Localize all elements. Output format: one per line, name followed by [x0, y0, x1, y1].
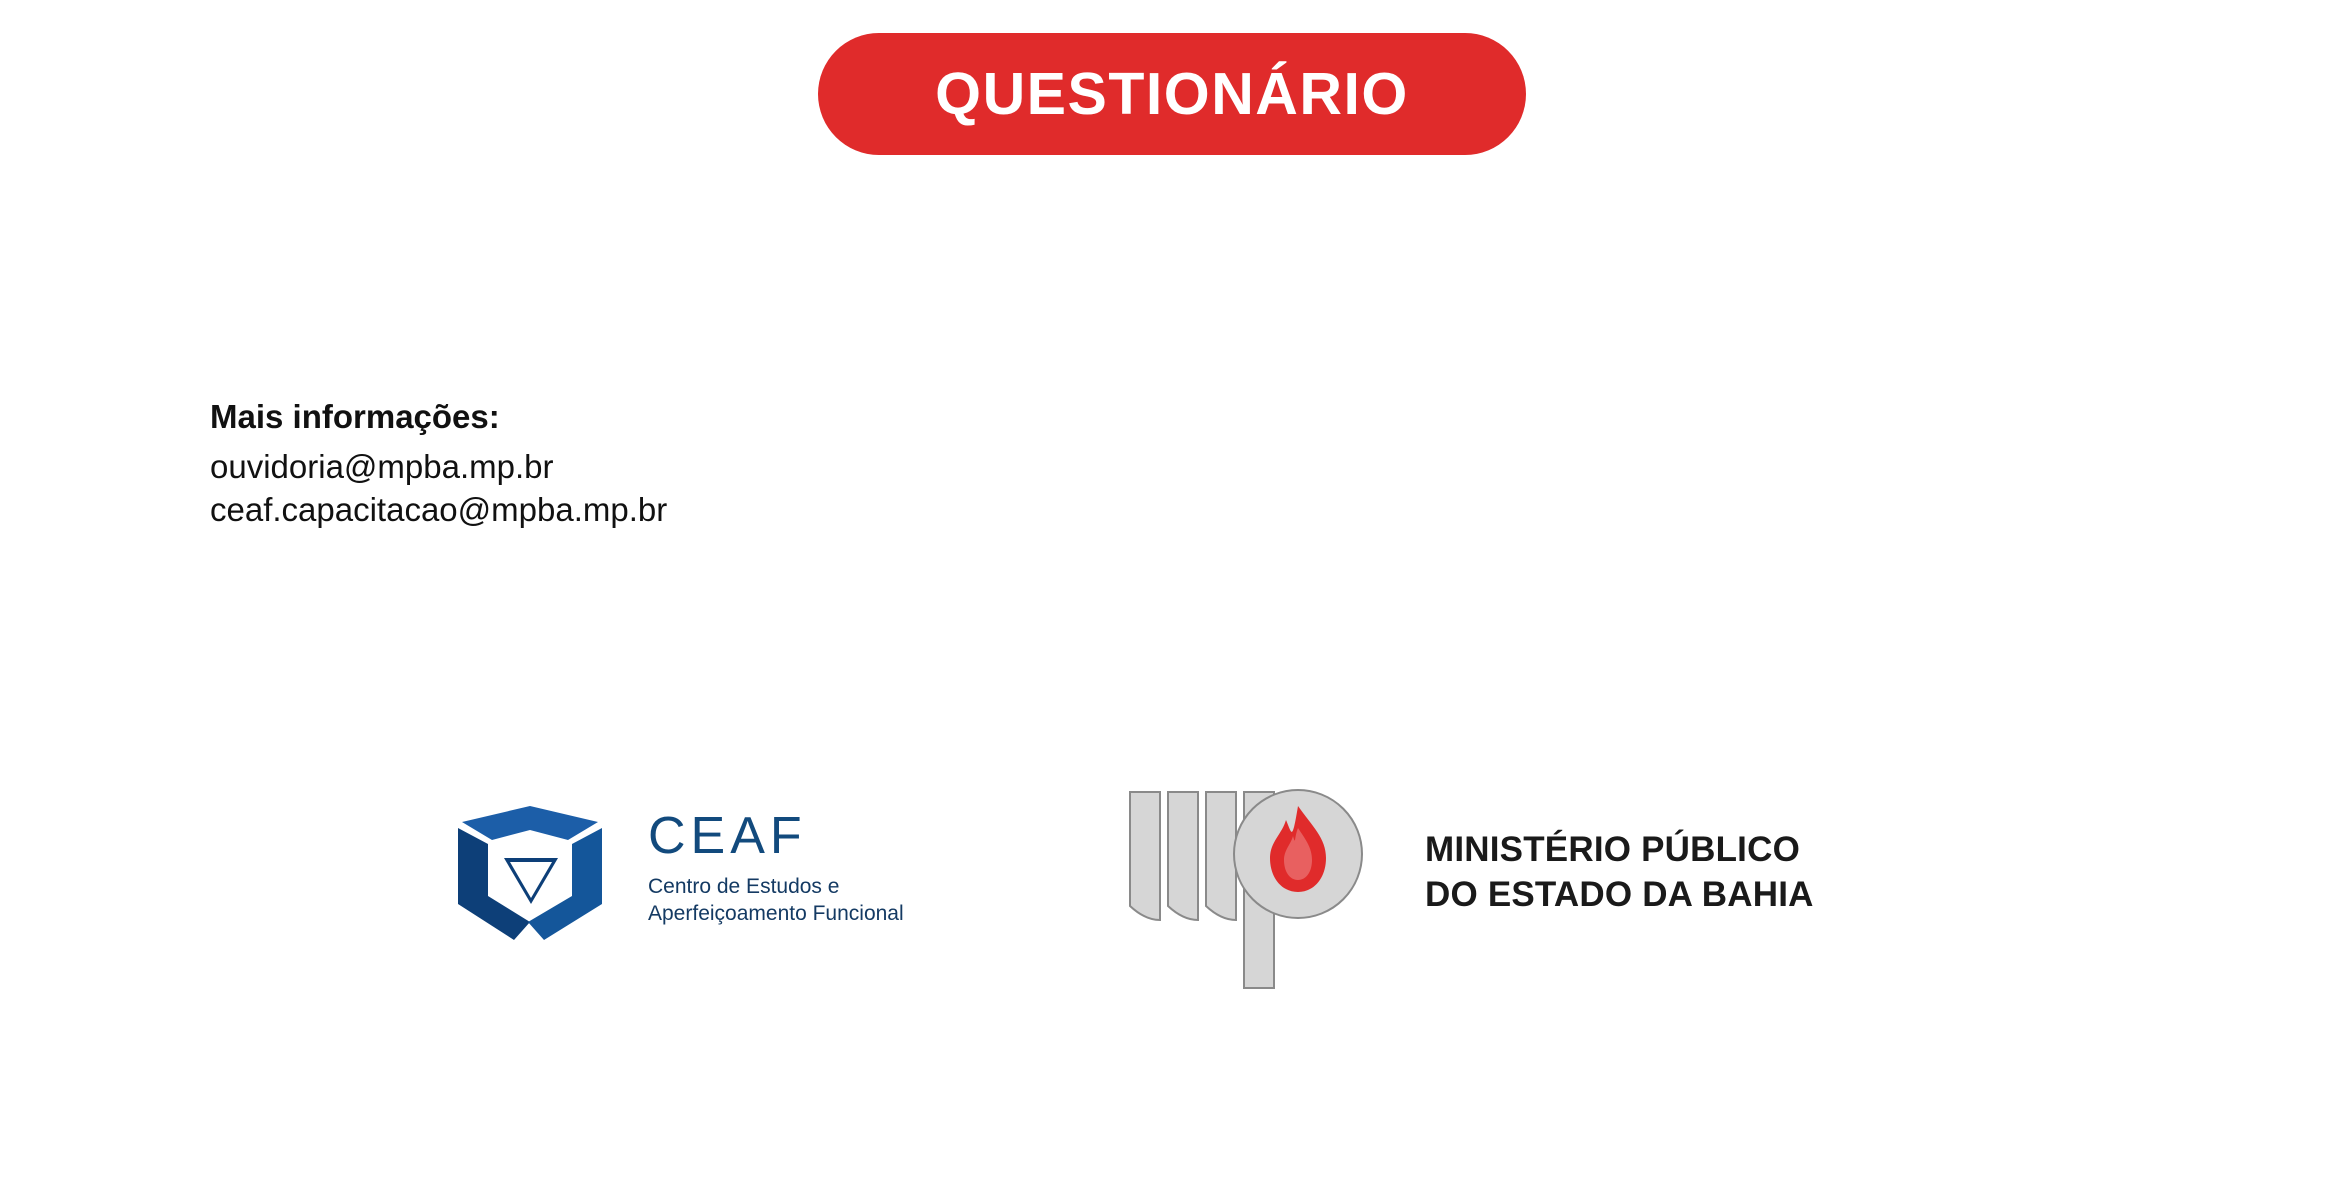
- contact-heading: Mais informações:: [210, 398, 500, 435]
- contact-email-ceaf: ceaf.capacitacao@mpba.mp.br: [210, 491, 668, 529]
- ceaf-subtitle-line2: Aperfeiçoamento Funcional: [648, 901, 904, 925]
- mpba-logo: [1120, 780, 1920, 1000]
- ceaf-subtitle-line1: Centro de Estudos e: [648, 875, 840, 898]
- mpba-name-line2: DO ESTADO DA BAHIA: [1425, 874, 1814, 914]
- ceaf-logo: [448, 790, 1018, 950]
- contact-info-block: [210, 395, 667, 532]
- mpba-wordmark: [1425, 828, 1814, 918]
- questionnaire-title-pill: [818, 33, 1526, 155]
- contact-email-ouvidoria: ouvidoria@mpba.mp.br: [210, 447, 554, 485]
- ceaf-acronym: CEAF: [648, 807, 807, 865]
- ceaf-wordmark: [648, 807, 904, 928]
- ceaf-triangle-icon: [448, 800, 613, 940]
- mpba-name-line1: MINISTÉRIO PÚBLICO: [1425, 830, 1800, 869]
- mpba-emblem-icon: [1120, 780, 1380, 1000]
- page-title: QUESTIONÁRIO: [935, 61, 1409, 127]
